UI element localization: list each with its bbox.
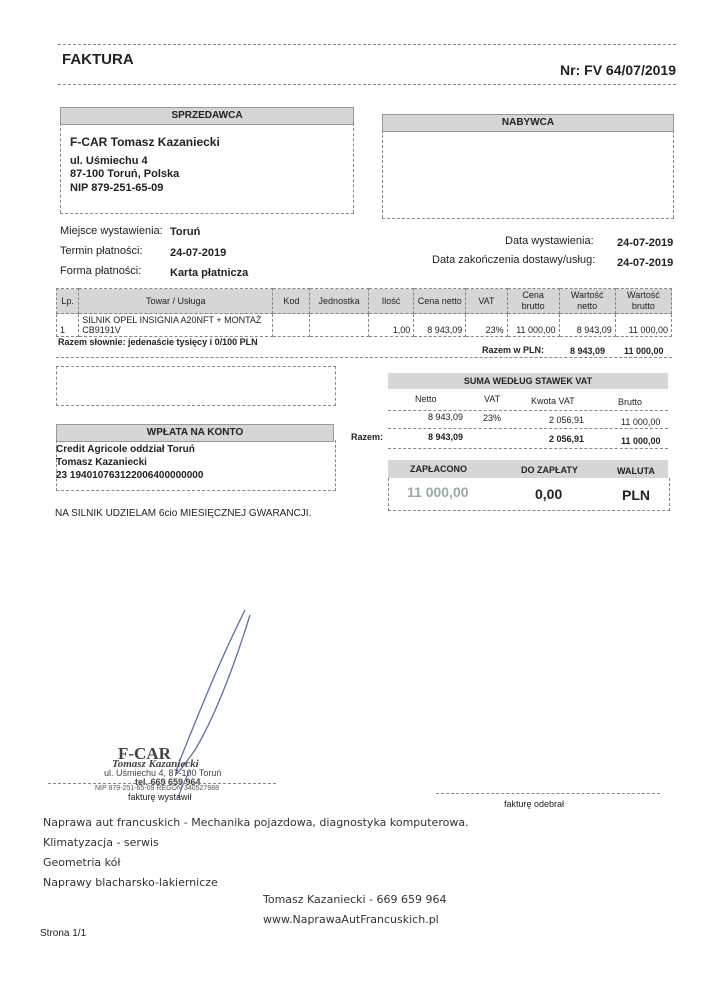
cell-unit [310, 314, 368, 337]
total-pln-label: Razem w PLN: [482, 345, 545, 355]
payment-header: WPŁATA NA KONTO [56, 424, 334, 442]
vat-col-net: Netto [415, 394, 437, 404]
col-unit: Jednostka [310, 289, 368, 314]
total-pln-gross: 11 000,00 [624, 346, 664, 356]
paid-label: ZAPŁACONO [410, 464, 467, 474]
service-line-1: Naprawa aut francuskich - Mechanika pojazdowa, diagnostyka komputerowa. [43, 816, 469, 829]
seller-border-right [353, 123, 354, 213]
payment-holder: Tomasz Kazaniecki [56, 457, 147, 468]
remarks-box [56, 366, 336, 406]
buyer-header: NABYWCA [382, 114, 674, 132]
receiver-label: fakturę odebrał [504, 799, 565, 809]
top-rule [58, 44, 676, 45]
col-net-value: Wartość netto [559, 289, 615, 314]
buyer-border-left [382, 130, 383, 218]
payment-bank: Credit Agricole oddział Toruń [56, 444, 195, 455]
stamp-ids: NIP 879-251-65-09 REGON 340527988 [95, 785, 220, 792]
seller-city: 87-100 Toruń, Polska [70, 168, 180, 180]
issue-value: 24-07-2019 [617, 237, 674, 249]
vat-total-rule [388, 448, 668, 449]
due-label: Termin płatności: [60, 245, 143, 257]
vat-summary-rule [388, 410, 668, 411]
stamp-phone: tel. 669 659 964 [135, 777, 201, 787]
issuer-line [48, 783, 276, 784]
cell-lp: 1 [57, 314, 79, 337]
place-value: Toruń [170, 226, 201, 238]
vat-col-amount: Kwota VAT [531, 396, 575, 406]
seller-nip: NIP 879-251-65-09 [70, 182, 164, 194]
cell-qty: 1,00 [368, 314, 414, 337]
currency-label: WALUTA [617, 466, 655, 476]
seller-border-bottom [60, 213, 354, 214]
buyer-border-right [673, 130, 674, 218]
place-label: Miejsce wystawienia: [60, 225, 163, 237]
table-row [57, 314, 672, 337]
vat-total-amount: 2 056,91 [549, 434, 585, 444]
vat-row-gross: 11 000,00 [621, 417, 661, 427]
vat-row-amount: 2 056,91 [549, 415, 585, 425]
col-gross-value: Wartość brutto [615, 289, 671, 314]
vat-col-gross: Brutto [618, 397, 643, 407]
payment-account: 23 194010763122006400000000 [56, 470, 204, 481]
cell-net-value: 8 943,09 [559, 314, 615, 337]
service-line-3: Geometria kół [43, 856, 121, 869]
seller-street: ul. Uśmiechu 4 [70, 155, 148, 167]
seller-border-left [60, 123, 61, 213]
contact-web: www.NaprawaAutFrancuskich.pl [263, 913, 439, 926]
cell-vat: 23% [466, 314, 507, 337]
vat-summary-header: SUMA WEDŁUG STAWEK VAT [388, 373, 668, 389]
paid-value: 11 000,00 [407, 484, 469, 500]
service-line-2: Klimatyzacja - serwis [43, 836, 159, 849]
cell-net-price: 8 943,09 [414, 314, 466, 337]
issuer-label: fakturę wystawił [128, 792, 192, 802]
words-total: Razem słownie: jedenaście tysięcy i 0/100 PLN [58, 337, 258, 347]
vat-total-gross: 11 000,00 [621, 436, 661, 446]
vat-row-rate: 23% [483, 413, 502, 423]
contact-phone: Tomasz Kazaniecki - 669 659 964 [263, 893, 447, 906]
service-line-4: Naprawy blacharsko-lakiernicze [43, 876, 218, 889]
title-rule [58, 84, 676, 85]
vat-col-vat: VAT [484, 394, 501, 404]
doc-title: FAKTURA [62, 51, 134, 68]
buyer-border-bottom [382, 218, 674, 219]
col-lp: Lp. [57, 289, 79, 314]
vat-total-label: Razem: [351, 432, 384, 442]
items-table [56, 288, 672, 337]
delivery-value: 24-07-2019 [617, 257, 674, 269]
cell-gross-value: 11 000,00 [615, 314, 671, 337]
cell-product: SILNIK OPEL INSIGNIA A20NFT + MONTAŻ CB9191V [79, 314, 273, 337]
items-header-row [57, 289, 672, 314]
stamp-address: ul. Uśmiechu 4, 87-100 Toruń [104, 768, 222, 778]
receiver-line [436, 793, 660, 794]
due-value-box: 0,00 [535, 486, 563, 502]
vat-total-net: 8 943,09 [428, 432, 464, 442]
col-vat: VAT [466, 289, 507, 314]
due-label-box: DO ZAPŁATY [521, 465, 578, 475]
vat-row-net: 8 943,09 [428, 412, 464, 422]
col-gross-price: Cena brutto [507, 289, 559, 314]
issue-label: Data wystawienia: [505, 235, 594, 247]
page-label: Strona 1/1 [40, 928, 87, 939]
currency-value: PLN [622, 487, 650, 503]
col-qty: Ilość [368, 289, 414, 314]
stamp-name: Tomasz Kazaniecki [112, 758, 199, 770]
total-pln-net: 8 943,09 [570, 346, 606, 356]
seller-name: F-CAR Tomasz Kazaniecki [70, 135, 220, 149]
cell-code [273, 314, 310, 337]
col-code: Kod [273, 289, 310, 314]
vat-row-rule [388, 428, 668, 429]
invoice-number: Nr: FV 64/07/2019 [560, 62, 676, 78]
col-net-price: Cena netto [414, 289, 466, 314]
due-value: 24-07-2019 [170, 247, 227, 259]
payment-value: Karta płatnicza [170, 267, 249, 279]
words-rule [56, 357, 672, 358]
stamp-title: F-CAR [118, 744, 171, 763]
warranty-note: NA SILNIK UDZIELAM 6cio MIESIĘCZNEJ GWARANCJI. [55, 508, 312, 519]
seller-header: SPRZEDAWCA [60, 107, 354, 125]
col-product: Towar / Usługa [79, 289, 273, 314]
delivery-label: Data zakończenia dostawy/usług: [432, 254, 596, 266]
payment-label: Forma płatności: [60, 265, 142, 277]
cell-gross-price: 11 000,00 [507, 314, 559, 337]
